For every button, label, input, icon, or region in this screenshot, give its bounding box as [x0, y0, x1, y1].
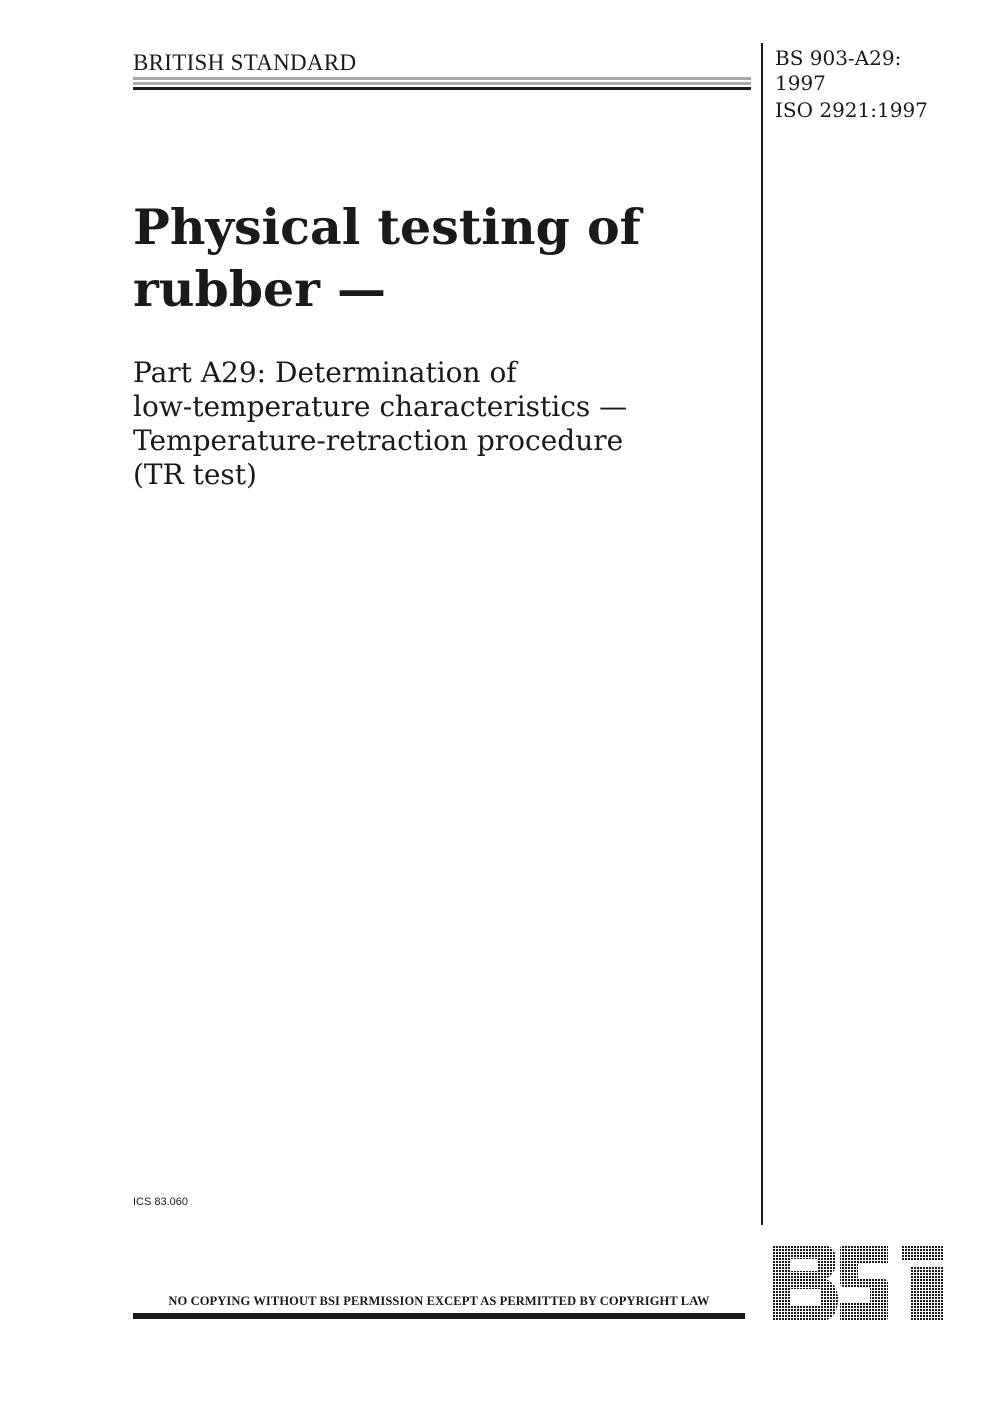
- copyright-notice: NO COPYING WITHOUT BSI PERMISSION EXCEPT AS PERMITTED BY COPYRIGHT LAW: [168, 1294, 710, 1308]
- footer-rule: [133, 1313, 745, 1319]
- document-subtitle: [133, 356, 753, 492]
- standard-number-block: [775, 46, 928, 123]
- standard-number-line-1: BS 903-A29:: [775, 46, 902, 70]
- document-type-label: BRITISH STANDARD: [133, 50, 357, 75]
- header-rule-black: [133, 87, 751, 90]
- vertical-divider: [761, 43, 763, 1225]
- document-title: [133, 196, 641, 320]
- standard-number-line-3: ISO 2921:1997: [775, 98, 928, 122]
- title-line-2: rubber —: [133, 260, 387, 318]
- ics-code: ICS 83.060: [133, 1196, 189, 1208]
- header-rule-grey-2: [133, 82, 751, 85]
- header-rule-grey-1: [133, 77, 751, 80]
- bsi-logo-icon: [770, 1243, 946, 1323]
- subtitle-line-2: low-temperature characteristics —: [133, 390, 628, 423]
- subtitle-line-4: (TR test): [133, 458, 257, 491]
- subtitle-line-3: Temperature-retraction procedure: [133, 424, 624, 457]
- subtitle-line-1: Part A29: Determination of: [133, 356, 517, 389]
- title-line-1: Physical testing of: [133, 198, 641, 256]
- standard-number-line-2: 1997: [775, 71, 826, 95]
